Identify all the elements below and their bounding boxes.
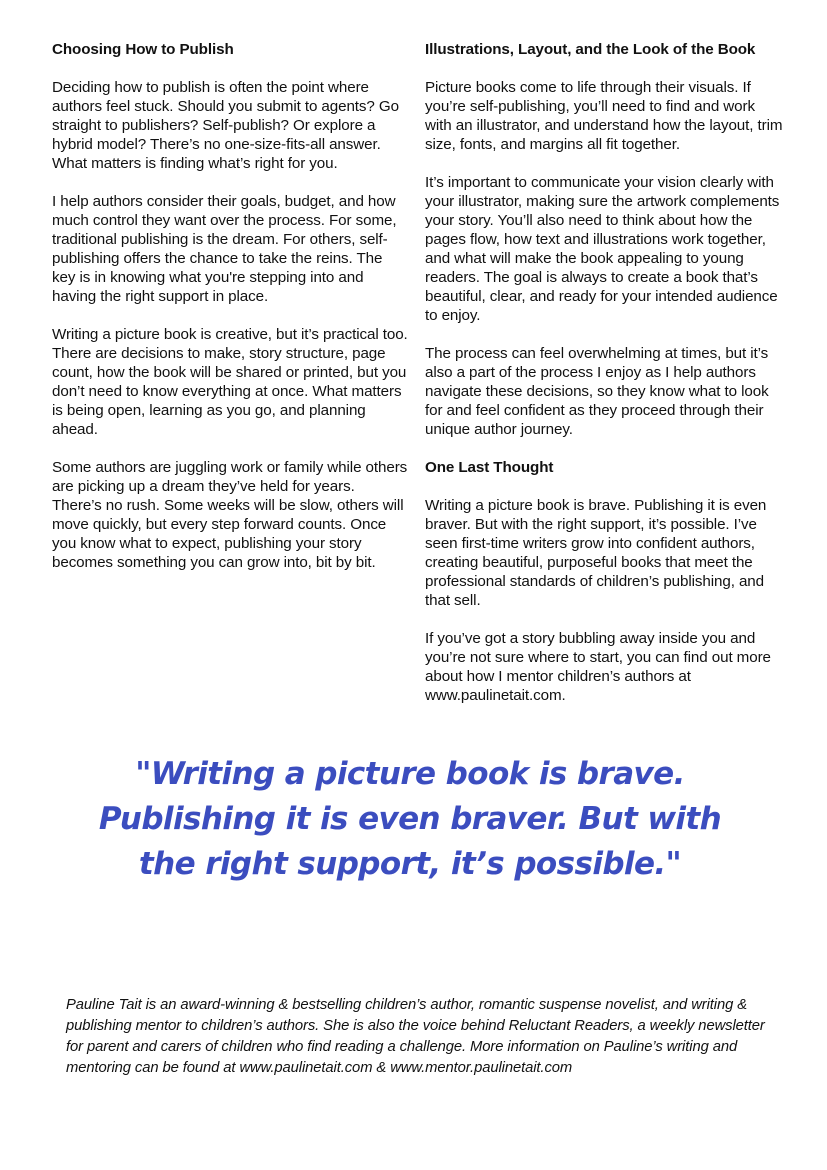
paragraph: The process can feel overwhelming at times, but it’s also a part of the process I enjoy as I help authors navigate these decisions, so they know what to look for and feel confident as they proceed through their unique author journey. [425,345,769,438]
paragraph: I help authors consider their goals, budget, and how much control they want over the process. For some, traditional publishing is the dream. For others, self-publishing offers the chance to take the reins. The key is in knowing what you're stepping into and having the right support in place. [52,193,397,305]
section-heading-one-last-thought: One Last Thought [425,459,554,476]
pull-quote: "Writing a picture book is brave. Publishing it is even braver. But with the right support, it’s possible." [98,756,722,882]
author-bio: Pauline Tait is an award-winning & bestselling children’s author, romantic suspense novelist, and writing & publishing mentor to children’s authors. She is also the voice behind Reluctant Readers, a weekly newsletter for parent and carers of children who find reading a challenge. More information on Pauline’s writing and mentoring can be found at www.paulinetait.com & www.mentor.paulinetait.com [66,997,765,1076]
paragraph: If you’ve got a story bubbling away inside you and you’re not sure where to start, you can find out more about how I mentor children’s authors at www.paulinetait.com. [425,630,771,704]
paragraph: Deciding how to publish is often the point where authors feel stuck. Should you submit to agents? Go straight to publishers? Self-publish? Or explore a hybrid model? There’s no one-size-fits-all answer. What matters is finding what’s right for you. [52,79,399,172]
section-heading-illustrations-layout: Illustrations, Layout, and the Look of the Book [425,41,756,58]
left-column [52,40,408,591]
paragraph: Writing a picture book is brave. Publishing it is even braver. But with the right support, it’s possible. I’ve seen first-time writers grow into confident authors, creating beautiful, purposeful books that meet the professional standards of children’s publishing, and that sell. [425,497,767,609]
paragraph: Some authors are juggling work or family while others are picking up a dream they’ve held for years. There’s no rush. Some weeks will be slow, others will move quickly, but every step forward counts. Once you know what to expect, publishing your story becomes something you can grow into, bit by bit. [52,459,408,571]
paragraph: Picture books come to life through their visuals. If you’re self-publishing, you’ll need to find and work with an illustrator, and understand how the layout, trim size, fonts, and margins all fit together. [425,79,783,153]
right-column [425,40,785,724]
paragraph: It’s important to communicate your vision clearly with your illustrator, making sure the artwork complements your story. You’ll also need to think about how the pages flow, how text and illustrations work together, and what will make the book appealing to young readers. The goal is always to create a book that’s beautiful, clear, and ready for your intended audience to enjoy. [425,174,780,324]
paragraph: Writing a picture book is creative, but it’s practical too. There are decisions to make, story structure, page count, how the book will be shared or printed, but you don’t need to know everything at once. What matters is being open, learning as you go, and planning ahead. [52,326,408,438]
section-heading-choosing-how-to-publish: Choosing How to Publish [52,41,234,58]
